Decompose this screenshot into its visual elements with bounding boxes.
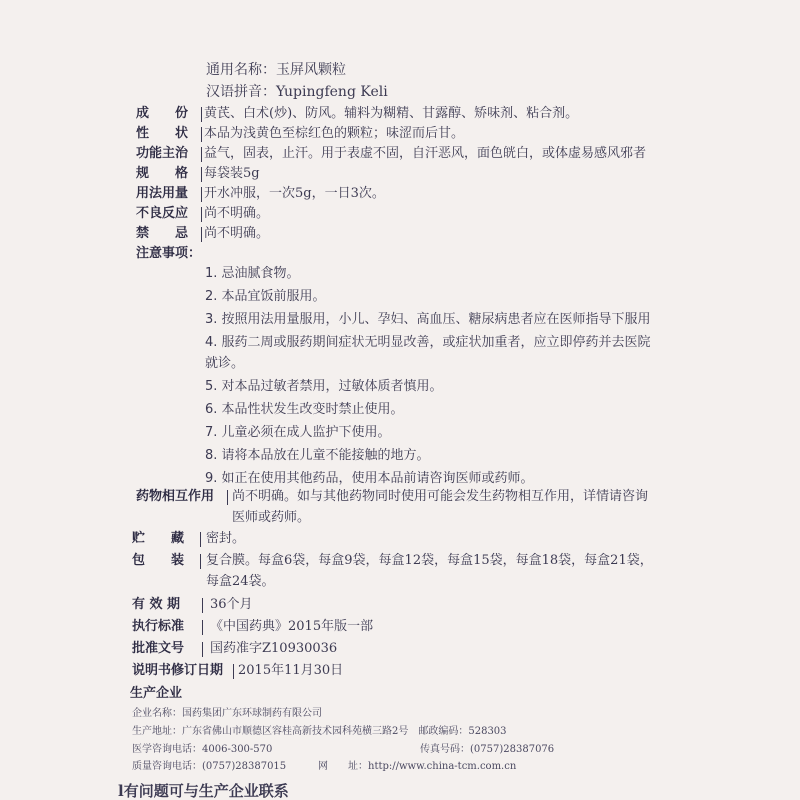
precaution-item: 7. 儿童必须在成人监护下使用。 bbox=[205, 425, 391, 440]
divider bbox=[202, 598, 203, 613]
field-value: 益气，固表，止汗。用于表虚不固，自汗恶风，面色㿠白，或体虚易感风邪者 bbox=[204, 146, 647, 161]
field-label: 功能主治 bbox=[136, 146, 189, 161]
divider bbox=[233, 664, 234, 679]
precaution-item: 6. 本品性状发生改变时禁止使用。 bbox=[205, 402, 404, 417]
field-label: 说明书修订日期 bbox=[132, 663, 224, 678]
field-value: 复合膜。每盒6袋，每盒9袋，每盒12袋，每盒15袋，每盒18袋，每盒21袋， bbox=[206, 553, 653, 568]
field-value-continued: 每盒24袋。 bbox=[206, 574, 275, 589]
pinyin-name: 汉语拼音：Yupingfeng Keli bbox=[206, 84, 388, 100]
field-value: 尚不明确。 bbox=[204, 206, 270, 221]
field-label: 生产企业 bbox=[130, 686, 183, 701]
website: 网 址：http://www.china-tcm.com.cn bbox=[318, 761, 517, 772]
divider bbox=[201, 187, 202, 202]
field-value: 黄芪、白术(炒)、防风。辅料为糊精、甘露醇、矫味剂、粘合剂。 bbox=[204, 106, 579, 121]
generic-name: 通用名称：玉屏风颗粒 bbox=[206, 62, 346, 78]
footer-cut-text bbox=[118, 780, 289, 800]
field-label: 规 格 bbox=[136, 166, 189, 181]
manufacturer-name: 企业名称：国药集团广东环球制药有限公司 bbox=[132, 708, 322, 719]
field-value: 《中国药典》2015年版一部 bbox=[210, 619, 374, 634]
divider bbox=[200, 554, 201, 569]
divider bbox=[200, 532, 201, 547]
field-label: 禁 忌 bbox=[136, 226, 189, 241]
field-value: 国药准字Z10930036 bbox=[210, 641, 338, 656]
field-value: 密封。 bbox=[206, 531, 246, 546]
field-label: 有 效 期 bbox=[132, 597, 181, 612]
divider bbox=[201, 147, 202, 162]
field-value: 开水冲服，一次5g，一日3次。 bbox=[204, 186, 385, 201]
precaution-item: 2. 本品宜饭前服用。 bbox=[205, 289, 326, 304]
field-label: 包 装 bbox=[132, 553, 185, 568]
divider bbox=[201, 107, 202, 122]
field-value-continued: 医师或药师。 bbox=[232, 510, 311, 525]
precaution-item: 4. 服药二周或服药期间症状无明显改善，或症状加重者，应立即停药并去医院 bbox=[205, 335, 651, 350]
field-label: 不良反应 bbox=[136, 206, 189, 221]
precaution-item: 8. 请将本品放在儿童不能接触的地方。 bbox=[205, 448, 430, 463]
field-value: 尚不明确。 bbox=[204, 226, 270, 241]
divider bbox=[201, 127, 202, 142]
precaution-item: 9. 如正在使用其他药品，使用本品前请咨询医师或药师。 bbox=[205, 471, 534, 486]
field-label: 批准文号 bbox=[132, 641, 185, 656]
divider bbox=[201, 227, 202, 242]
consult-phone: 医学咨询电话：4006-300-570 bbox=[132, 744, 273, 755]
manufacturer-address: 生产地址：广东省佛山市顺德区容桂高新技术园科苑横三路2号 邮政编码：528303 bbox=[132, 726, 507, 737]
footer-text: l有问题可与生产企业联系 bbox=[118, 782, 289, 800]
divider bbox=[201, 167, 202, 182]
field-label: 药物相互作用 bbox=[136, 489, 215, 504]
field-value: 每袋装5g bbox=[204, 166, 260, 181]
divider bbox=[227, 490, 228, 505]
field-value: 2015年11月30日 bbox=[238, 663, 344, 678]
field-label: 执行标准 bbox=[132, 619, 185, 634]
field-value: 尚不明确。如与其他药物同时使用可能会发生药物相互作用，详情请咨询 bbox=[232, 489, 649, 504]
divider bbox=[202, 620, 203, 635]
precaution-item: 3. 按照用法用量服用，小儿、孕妇、高血压、糖尿病患者应在医师指导下服用 bbox=[205, 312, 651, 327]
precaution-item-continued: 就诊。 bbox=[205, 356, 245, 371]
precaution-item: 1. 忌油腻食物。 bbox=[205, 266, 300, 281]
precaution-item: 5. 对本品过敏者禁用，过敏体质者慎用。 bbox=[205, 379, 443, 394]
divider bbox=[202, 642, 203, 657]
field-label: 贮 藏 bbox=[132, 531, 185, 546]
divider bbox=[201, 207, 202, 222]
precautions-title: 注意事项： bbox=[136, 246, 202, 261]
field-label: 成 份 bbox=[136, 106, 189, 121]
field-label: 用法用量 bbox=[136, 186, 189, 201]
quality-phone: 质量咨询电话：(0757)28387015 bbox=[132, 761, 287, 772]
fax-number: 传真号码：(0757)28387076 bbox=[420, 744, 555, 755]
field-label: 性 状 bbox=[136, 126, 189, 141]
field-value: 本品为浅黄色至棕红色的颗粒；味涩而后甘。 bbox=[204, 126, 465, 141]
field-value: 36个月 bbox=[210, 597, 253, 612]
